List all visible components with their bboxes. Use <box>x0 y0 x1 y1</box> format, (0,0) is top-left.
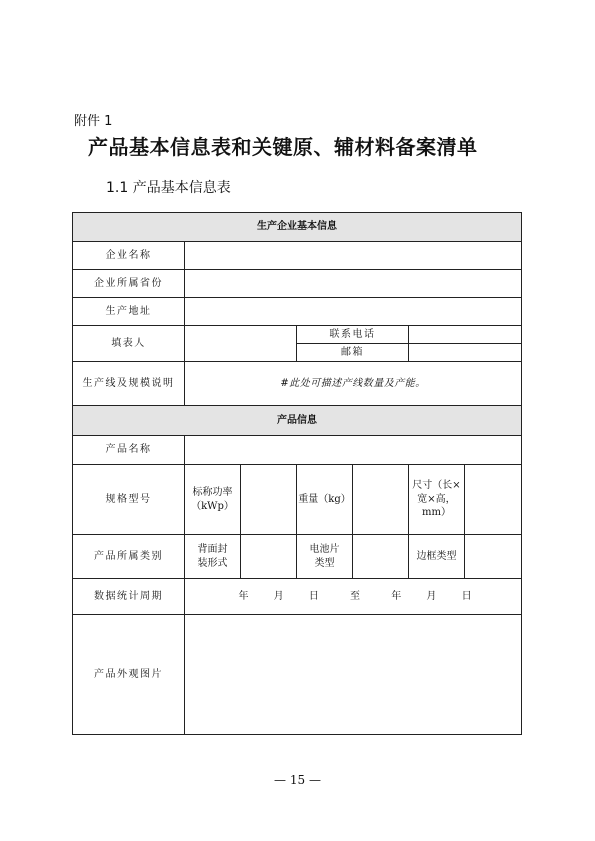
period-field[interactable] <box>185 579 522 615</box>
company-name-label: 企业名称 <box>73 242 185 270</box>
end-month-label: 月 <box>426 590 437 602</box>
filler-field[interactable] <box>185 326 297 362</box>
line-scale-note[interactable]: #此处可描述产线数量及产能。 <box>185 362 522 406</box>
section-subtitle: 1.1 产品基本信息表 <box>106 180 231 196</box>
section-header-product: 产品信息 <box>73 406 522 436</box>
company-name-field[interactable] <box>185 242 522 270</box>
province-field[interactable] <box>185 270 522 298</box>
address-field[interactable] <box>185 298 522 326</box>
end-year-label: 年 <box>391 590 402 602</box>
filler-label: 填表人 <box>73 326 185 362</box>
weight-field[interactable] <box>353 465 409 535</box>
period-label: 数据统计周期 <box>73 579 185 615</box>
email-label: 邮箱 <box>297 344 409 362</box>
dimensions-label: 尺寸（长×宽×高，mm） <box>409 465 465 535</box>
to-label: 至 <box>350 590 361 602</box>
back-encap-label: 背面封装形式 <box>185 535 241 579</box>
back-encap-field[interactable] <box>241 535 297 579</box>
page-number: — 15 — <box>274 773 321 787</box>
address-label: 生产地址 <box>73 298 185 326</box>
photo-label: 产品外观图片 <box>73 615 185 735</box>
cell-type-label: 电池片类型 <box>297 535 353 579</box>
phone-field[interactable] <box>409 326 522 344</box>
product-name-field[interactable] <box>185 436 522 465</box>
line-scale-label: 生产线及规模说明 <box>73 362 185 406</box>
cell-type-field[interactable] <box>353 535 409 579</box>
category-label: 产品所属类别 <box>73 535 185 579</box>
end-day-label: 日 <box>461 590 472 602</box>
start-day-label: 日 <box>308 590 319 602</box>
frame-type-field[interactable] <box>465 535 522 579</box>
document-title: 产品基本信息表和关键原、辅材料备案清单 <box>88 135 478 159</box>
annex-label: 附件 1 <box>74 114 113 129</box>
section-header-company: 生产企业基本信息 <box>73 213 522 242</box>
photo-field[interactable] <box>185 615 522 735</box>
frame-type-label: 边框类型 <box>409 535 465 579</box>
product-name-label: 产品名称 <box>73 436 185 465</box>
rated-power-field[interactable] <box>241 465 297 535</box>
model-label: 规格型号 <box>73 465 185 535</box>
product-info-table <box>72 212 522 735</box>
weight-label: 重量（kg） <box>297 465 353 535</box>
rated-power-label: 标称功率（kWp） <box>185 465 241 535</box>
start-year-label: 年 <box>238 590 249 602</box>
email-field[interactable] <box>409 344 522 362</box>
start-month-label: 月 <box>273 590 284 602</box>
province-label: 企业所属省份 <box>73 270 185 298</box>
dimensions-field[interactable] <box>465 465 522 535</box>
phone-label: 联系电话 <box>297 326 409 344</box>
